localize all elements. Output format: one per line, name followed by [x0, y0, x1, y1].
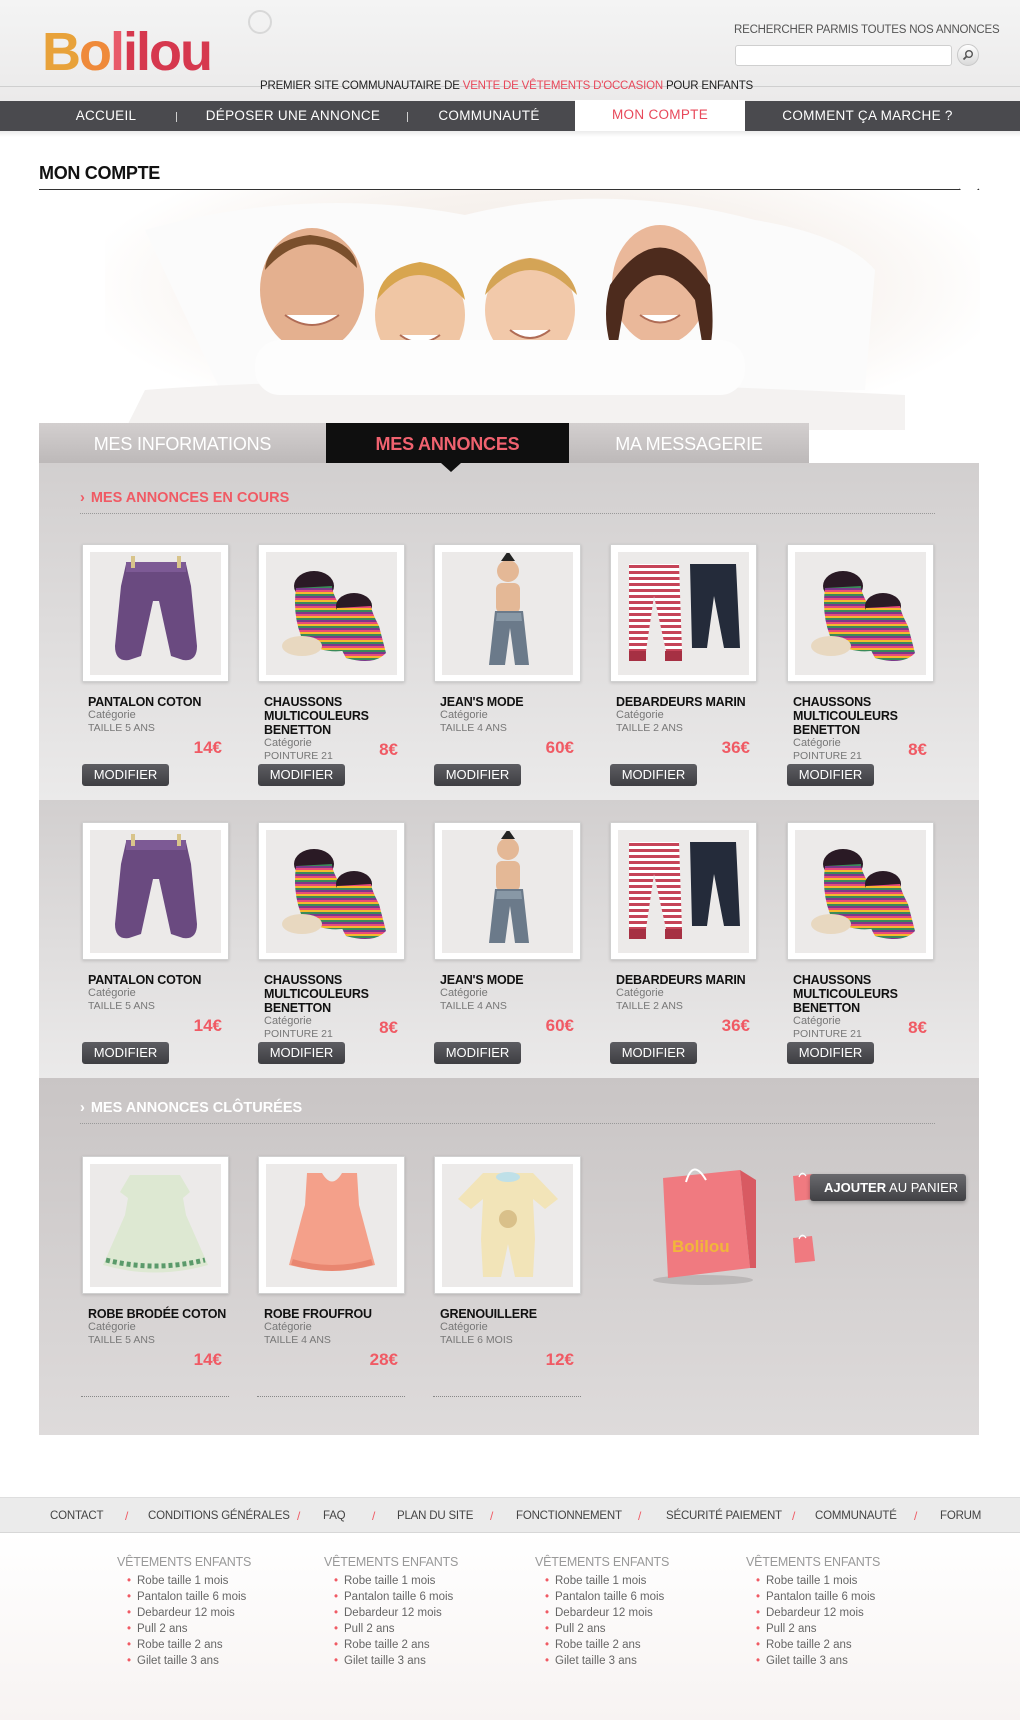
footer-list-item[interactable]: • Robe taille 1 mois — [535, 1573, 725, 1589]
product-category: Catégorie — [264, 1015, 312, 1027]
product-name[interactable]: DEBARDEURS MARIN — [616, 695, 746, 709]
product-size: TAILLE 4 ANS — [440, 1000, 507, 1012]
product-size: POINTURE 21 — [264, 1028, 333, 1040]
product-category: Catégorie — [616, 987, 664, 999]
product-name[interactable]: ROBE BRODÉE COTON — [88, 1307, 227, 1321]
nav-communaute[interactable]: COMMUNAUTÉ — [438, 108, 540, 123]
product-info — [440, 973, 580, 1013]
product-price: 14€ — [193, 738, 222, 757]
nav-separator — [407, 112, 408, 122]
product-price: 28€ — [369, 1350, 398, 1369]
site-tagline: PREMIER SITE COMMUNAUTAIRE DE VENTE DE VÊTEMENTS D'OCCASION POUR ENFANTS — [260, 80, 754, 92]
product-name[interactable]: CHAUSSONS MULTICOULEURS BENETTON — [793, 973, 898, 1015]
footer-separator: / — [914, 1509, 918, 1523]
product-size: TAILLE 2 ANS — [616, 722, 683, 734]
product-size: TAILLE 5 ANS — [88, 1334, 155, 1346]
footer-list-item[interactable]: • Pantalon taille 6 mois — [746, 1589, 936, 1605]
nav-shadow — [0, 131, 1020, 137]
purple-pants-image — [90, 552, 221, 675]
nav-separator — [176, 112, 177, 122]
annonce-card[interactable] — [257, 544, 405, 794]
modify-button[interactable]: MODIFIER — [82, 1042, 169, 1064]
footer-separator: / — [297, 1509, 301, 1523]
footer-separator: / — [490, 1509, 494, 1523]
product-photo[interactable] — [787, 544, 934, 682]
modify-button[interactable]: MODIFIER — [258, 1042, 345, 1064]
product-size: TAILLE 2 ANS — [616, 1000, 683, 1012]
footer-list-item[interactable]: • Gilet taille 3 ans — [535, 1653, 725, 1669]
footer-list-item[interactable]: • Debardeur 12 mois — [535, 1605, 725, 1621]
product-size: POINTURE 21 — [264, 750, 333, 762]
striped-slippers-image — [266, 552, 397, 675]
product-name[interactable]: JEAN'S MODE — [440, 973, 524, 987]
footer-list-item[interactable]: • Robe taille 2 ans — [535, 1637, 725, 1653]
purple-pants-image — [90, 830, 221, 953]
footer-list-item[interactable]: • Robe taille 2 ans — [746, 1637, 936, 1653]
account-tabs — [39, 423, 979, 463]
product-info — [440, 695, 580, 735]
product-photo[interactable] — [434, 1156, 581, 1294]
annonce-card[interactable] — [433, 544, 581, 794]
striped-pants-image — [618, 830, 749, 953]
shopping-bag-icon — [648, 1160, 758, 1285]
product-name[interactable]: PANTALON COTON — [88, 973, 202, 987]
product-category: Catégorie — [88, 709, 136, 721]
search-input[interactable] — [735, 45, 952, 66]
footer-separator: / — [125, 1509, 129, 1523]
modify-button[interactable]: MODIFIER — [787, 1042, 874, 1064]
footer-list-item[interactable]: • Gilet taille 3 ans — [117, 1653, 307, 1669]
product-price: 36€ — [721, 1016, 750, 1035]
product-category: Catégorie — [264, 1321, 312, 1333]
product-photo[interactable] — [258, 822, 405, 960]
footer-list-item[interactable]: • Gilet taille 3 ans — [746, 1653, 936, 1669]
striped-slippers-image — [266, 830, 397, 953]
product-price: 60€ — [545, 738, 574, 757]
footer-link[interactable]: FORUM — [940, 1510, 982, 1522]
footer-column — [535, 1555, 725, 1669]
product-photo[interactable] — [610, 822, 757, 960]
annonce-card[interactable] — [81, 1156, 229, 1406]
product-size: TAILLE 6 MOIS — [440, 1334, 513, 1346]
product-price: 36€ — [721, 738, 750, 757]
logo-bubble-icon — [248, 10, 272, 34]
product-category: Catégorie — [793, 737, 841, 749]
footer-column-list — [324, 1573, 514, 1669]
footer-list-item[interactable]: • Robe taille 1 mois — [746, 1573, 936, 1589]
footer-link[interactable]: COMMUNAUTÉ — [815, 1510, 897, 1522]
family-illustration — [105, 190, 980, 430]
product-photo[interactable] — [434, 822, 581, 960]
footer-column-title: VÊTEMENTS ENFANTS — [117, 1555, 252, 1569]
footer-list-item[interactable]: • Pull 2 ans — [535, 1621, 725, 1637]
footer-link[interactable]: FAQ — [323, 1510, 346, 1522]
search-label: RECHERCHER PARMIS TOUTES NOS ANNONCES — [734, 24, 1000, 36]
card-divider — [257, 1396, 405, 1397]
footer-list-item[interactable]: • Robe taille 1 mois — [117, 1573, 307, 1589]
product-category: Catégorie — [616, 709, 664, 721]
product-photo[interactable] — [610, 544, 757, 682]
footer-list-item[interactable]: • Debardeur 12 mois — [117, 1605, 307, 1621]
footer-link[interactable]: PLAN DU SITE — [397, 1510, 474, 1522]
product-category: Catégorie — [88, 987, 136, 999]
product-category: Catégorie — [88, 1321, 136, 1333]
footer-link[interactable]: FONCTIONNEMENT — [516, 1510, 622, 1522]
small-bag-icon[interactable] — [790, 1232, 818, 1264]
product-photo[interactable] — [787, 822, 934, 960]
annonce-card[interactable] — [257, 822, 405, 1072]
product-info — [440, 1307, 580, 1347]
tab-mes-annonces[interactable]: MES ANNONCES — [326, 423, 569, 463]
footer-column — [117, 1555, 307, 1669]
green-dress-image — [90, 1164, 221, 1287]
modify-button[interactable]: MODIFIER — [787, 764, 874, 786]
footer-list-item[interactable]: • Pull 2 ans — [746, 1621, 936, 1637]
baby-onesie-image — [442, 1164, 573, 1287]
product-price: 14€ — [193, 1350, 222, 1369]
page-title: MON COMPTE — [39, 163, 160, 183]
product-size: POINTURE 21 — [793, 750, 862, 762]
footer-column — [324, 1555, 514, 1669]
product-photo[interactable] — [82, 822, 229, 960]
footer-list-item[interactable]: • Pantalon taille 6 mois — [535, 1589, 725, 1605]
active-tab-pointer — [441, 463, 461, 472]
annonce-card[interactable] — [81, 822, 229, 1072]
product-category: Catégorie — [264, 737, 312, 749]
product-name[interactable]: CHAUSSONS MULTICOULEURS BENETTON — [793, 695, 898, 737]
footer-list-item[interactable]: • Debardeur 12 mois — [324, 1605, 514, 1621]
current-annonces-heading: › MES ANNONCES EN COURS — [80, 490, 290, 506]
product-info — [88, 973, 228, 1013]
annonce-card[interactable] — [609, 822, 757, 1072]
section-rule — [80, 513, 935, 514]
main-nav — [0, 101, 1020, 131]
annonce-card[interactable] — [81, 544, 229, 794]
footer-list-item[interactable]: • Gilet taille 3 ans — [324, 1653, 514, 1669]
modify-button[interactable]: MODIFIER — [258, 764, 345, 786]
product-price: 8€ — [908, 1018, 927, 1037]
footer-column-list — [746, 1573, 936, 1669]
product-size: TAILLE 5 ANS — [88, 1000, 155, 1012]
search-button[interactable] — [957, 44, 979, 66]
striped-slippers-image — [795, 830, 926, 953]
nav-mon-compte[interactable]: MON COMPTE — [575, 100, 745, 133]
product-name[interactable]: CHAUSSONS MULTICOULEURS BENETTON — [264, 695, 369, 737]
site-logo[interactable]: Bolilou — [42, 22, 211, 82]
product-photo[interactable] — [258, 544, 405, 682]
product-price: 12€ — [545, 1350, 574, 1369]
card-divider — [433, 1396, 581, 1397]
product-info — [616, 695, 756, 735]
nav-comment-ca-marche[interactable]: COMMENT ÇA MARCHE ? — [782, 108, 953, 123]
nav-accueil[interactable]: ACCUEIL — [75, 108, 137, 123]
product-name[interactable]: PANTALON COTON — [88, 695, 202, 709]
boy-jeans-image — [442, 830, 573, 953]
nav-deposer-annonce[interactable]: DÉPOSER UNE ANNONCE — [205, 108, 381, 123]
modify-button[interactable]: MODIFIER — [434, 764, 521, 786]
pink-dress-image — [266, 1164, 397, 1287]
footer-column-title: VÊTEMENTS ENFANTS — [535, 1555, 670, 1569]
product-size: TAILLE 4 ANS — [264, 1334, 331, 1346]
tab-ma-messagerie[interactable]: MA MESSAGERIE — [569, 423, 809, 463]
product-size: POINTURE 21 — [793, 1028, 862, 1040]
modify-button[interactable]: MODIFIER — [610, 1042, 697, 1064]
product-info — [616, 973, 756, 1013]
product-photo[interactable] — [82, 544, 229, 682]
footer-list-item[interactable]: • Pull 2 ans — [324, 1621, 514, 1637]
footer-column-title: VÊTEMENTS ENFANTS — [746, 1555, 881, 1569]
footer-separator: / — [638, 1509, 642, 1523]
site-header — [0, 0, 1020, 101]
hero-family-photo — [105, 190, 980, 430]
tab-mes-informations[interactable]: MES INFORMATIONS — [39, 423, 326, 463]
annonce-card[interactable] — [433, 822, 581, 1072]
annonce-card[interactable] — [257, 1156, 405, 1406]
product-price: 14€ — [193, 1016, 222, 1035]
annonce-card[interactable] — [786, 544, 934, 794]
product-size: TAILLE 5 ANS — [88, 722, 155, 734]
product-name[interactable]: ROBE FROUFROU — [264, 1307, 372, 1321]
chevron-right-icon: › — [80, 1100, 85, 1116]
product-category: Catégorie — [440, 987, 488, 999]
footer-column-list — [535, 1573, 725, 1669]
annonce-card[interactable] — [433, 1156, 581, 1406]
product-photo[interactable] — [434, 544, 581, 682]
product-info — [264, 1307, 404, 1347]
product-price: 8€ — [908, 740, 927, 759]
footer-link[interactable]: SÉCURITÉ PAIEMENT — [666, 1510, 782, 1522]
footer-column-title: VÊTEMENTS ENFANTS — [324, 1555, 459, 1569]
product-category: Catégorie — [440, 1321, 488, 1333]
product-name[interactable]: GRENOUILLERE — [440, 1307, 537, 1321]
add-to-cart-button[interactable]: AJOUTER AU PANIER — [810, 1174, 966, 1201]
footer-list-item[interactable]: • Robe taille 1 mois — [324, 1573, 514, 1589]
footer-list-item[interactable]: • Robe taille 2 ans — [324, 1637, 514, 1653]
product-photo[interactable] — [82, 1156, 229, 1294]
closed-annonces-heading: › MES ANNONCES CLÔTURÉES — [80, 1100, 303, 1116]
product-info — [88, 695, 228, 735]
modify-button[interactable]: MODIFIER — [82, 764, 169, 786]
product-price: 8€ — [379, 1018, 398, 1037]
chevron-right-icon: › — [80, 490, 85, 506]
footer-link[interactable]: CONTACT — [50, 1510, 104, 1522]
footer-separator: / — [372, 1509, 376, 1523]
product-name[interactable]: JEAN'S MODE — [440, 695, 524, 709]
striped-pants-image — [618, 552, 749, 675]
footer-link[interactable]: CONDITIONS GÉNÉRALES — [148, 1510, 290, 1522]
footer-list-item[interactable]: • Pantalon taille 6 mois — [324, 1589, 514, 1605]
footer-links-bar — [0, 1497, 1020, 1533]
product-info — [88, 1307, 228, 1347]
footer-separator: / — [792, 1509, 796, 1523]
product-size: TAILLE 4 ANS — [440, 722, 507, 734]
footer-list-item[interactable]: • Robe taille 2 ans — [117, 1637, 307, 1653]
footer-list-item[interactable]: • Pull 2 ans — [117, 1621, 307, 1637]
card-divider — [81, 1396, 229, 1397]
bag-logo: Bolilou — [672, 1237, 730, 1256]
section-rule — [80, 1123, 935, 1124]
footer-column-list — [117, 1573, 307, 1669]
footer-column — [746, 1555, 936, 1669]
striped-slippers-image — [795, 552, 926, 675]
annonce-card[interactable] — [609, 544, 757, 794]
product-name[interactable]: DEBARDEURS MARIN — [616, 973, 746, 987]
modify-button[interactable]: MODIFIER — [434, 1042, 521, 1064]
product-photo[interactable] — [258, 1156, 405, 1294]
magnifier-icon — [962, 49, 974, 61]
footer-list-item[interactable]: • Debardeur 12 mois — [746, 1605, 936, 1621]
product-price: 8€ — [379, 740, 398, 759]
boy-jeans-image — [442, 552, 573, 675]
product-category: Catégorie — [440, 709, 488, 721]
product-category: Catégorie — [793, 1015, 841, 1027]
product-name[interactable]: CHAUSSONS MULTICOULEURS BENETTON — [264, 973, 369, 1015]
annonce-card[interactable] — [786, 822, 934, 1072]
product-price: 60€ — [545, 1016, 574, 1035]
modify-button[interactable]: MODIFIER — [610, 764, 697, 786]
footer-list-item[interactable]: • Pantalon taille 6 mois — [117, 1589, 307, 1605]
